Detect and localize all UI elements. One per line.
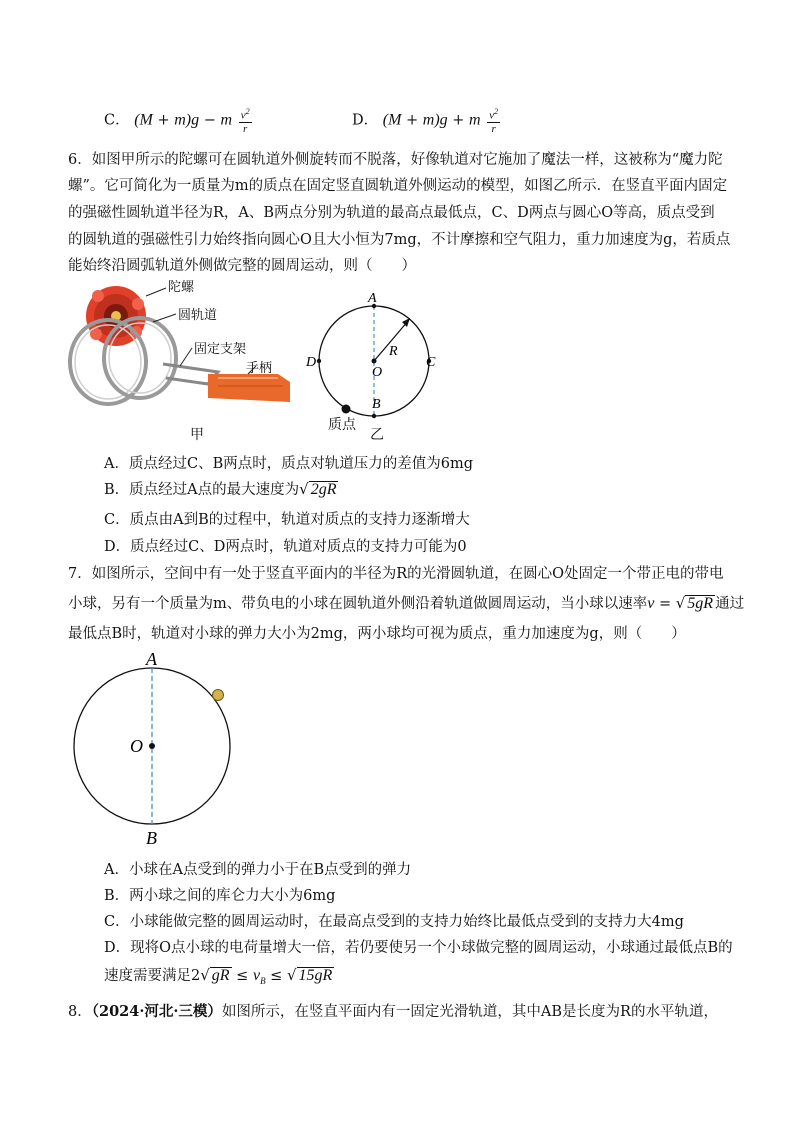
handle-illustration <box>208 374 290 402</box>
diagram-caption: 乙 <box>370 427 384 443</box>
photo-label-gyro: 陀螺 <box>168 280 195 295</box>
q8-stem: 8．（2024·河北·三模）如图所示，在竖直平面内有一固定光滑轨道，其中AB是长度为R的水平轨道， <box>68 1003 718 1020</box>
q7-option-b[interactable]: B．两小球之间的库仑力大小为6mg <box>104 888 336 904</box>
q6-stem-line-1: 6．如图甲所示的陀螺可在圆轨道外侧旋转而不脱落，好像轨道对它施加了魔法一样，这被称为“魔力陀 <box>68 152 723 168</box>
label-d: D <box>306 355 317 370</box>
q7-stem-line-2: 小球，另有一个质量为m、带负电的小球在圆轨道外侧沿着轨道做圆周运动，当小球以速率v = √ 5gR 通过 <box>68 594 745 612</box>
q7-number: 7． <box>68 566 92 582</box>
photo-label-handle: 手柄 <box>246 361 273 376</box>
q8-number: 8． <box>68 1004 92 1020</box>
q7-label-o: O <box>130 736 143 756</box>
q5-option-d-label: D． <box>352 112 379 129</box>
q6-option-d[interactable]: D．质点经过C、D两点时，轨道对质点的支持力可能为0 <box>104 539 467 555</box>
photo-caption: 甲 <box>190 427 204 443</box>
q6-option-b[interactable]: B．质点经过A点的最大速度为√ 2gR <box>104 480 337 498</box>
q7-option-c[interactable]: C．小球能做完整的圆周运动时，在最高点受到的支持力始终比最低点受到的支持力大4mg <box>104 914 684 930</box>
q7-label-a: A <box>146 649 157 669</box>
q6-number: 6． <box>68 152 92 168</box>
q6-stem-line-4: 的圆轨道的强磁性引力始终指向圆心O且大小恒为7mg，不计摩擦和空气阻力，重力加速度为g，若质点 <box>68 232 731 248</box>
label-a: A <box>368 291 377 306</box>
q6-stem-line-2: 螺”。它可简化为一质量为m的质点在固定竖直圆轨道外侧运动的模型，如图乙所示．在竖直平面内固定 <box>68 178 728 194</box>
label-b: B <box>372 397 381 412</box>
q7-stem-line-1: 7．如图所示，空间中有一处于竖直平面内的半径为R的光滑圆轨道，在圆心O处固定一个带正电的带电 <box>68 566 724 582</box>
point-d-dot <box>317 359 321 363</box>
q6-circle-diagram <box>300 286 450 446</box>
label-o: O <box>372 365 383 380</box>
label-r: R <box>389 344 398 359</box>
q7-label-b: B <box>146 828 157 848</box>
q6-stem-line-3: 的强磁性圆轨道半径为R，A、B两点分别为轨道的最高点最低点，C、D两点与圆心O等高，质点受到 <box>68 205 715 221</box>
q8-source: （2024·河北·三模） <box>91 1003 222 1020</box>
q5-option-c-label: C． <box>104 112 130 129</box>
q7-ball <box>213 690 224 701</box>
q5-option-c-fraction: $\frac{v^2}{r}$ <box>240 107 250 135</box>
q5-option-c[interactable]: C． (M + m)g − m $\frac{v^2}{r}$ <box>104 107 250 135</box>
photo-label-track: 圆轨道 <box>178 308 218 323</box>
q6-stem-line-5: 能始终沿圆弧轨道外侧做完整的圆周运动，则（ ） <box>68 258 416 274</box>
q5-option-d[interactable]: D． (M + m)g + m $\frac{v^2}{r}$ <box>352 107 499 135</box>
q6-option-a[interactable]: A．质点经过C、B两点时，质点对轨道压力的差值为6mg <box>104 456 473 472</box>
q7-option-d-cont[interactable]: 速度需要满足2√ gR ≤ $v_B$ ≤ √ 15gR <box>104 966 333 987</box>
q7-center-dot <box>149 743 155 749</box>
label-mass-point: 质点 <box>328 417 356 433</box>
label-c: C <box>426 355 436 370</box>
center-dot <box>372 359 377 364</box>
q7-circle-diagram <box>60 648 260 848</box>
q7-option-d[interactable]: D．现将O点小球的电荷量增大一倍，若仍要使另一个小球做完整的圆周运动，小球通过最低点B的 <box>104 940 733 956</box>
q7-stem-line-3: 最低点B时，轨道对小球的弹力大小为2mg，两小球均可视为质点，重力加速度为g，则（ ） <box>68 626 686 642</box>
point-b-dot <box>372 414 376 418</box>
photo-label-bracket: 固定支架 <box>194 342 247 357</box>
mass-point <box>342 405 351 414</box>
q6-option-c[interactable]: C．质点由A到B的过程中，轨道对质点的支持力逐渐增大 <box>104 512 470 528</box>
q7-option-a[interactable]: A．小球在A点受到的弹力小于在B点受到的弹力 <box>104 862 412 878</box>
radius-arrowhead <box>402 318 410 327</box>
q5-option-d-fraction: $\frac{v^2}{r}$ <box>489 107 499 135</box>
